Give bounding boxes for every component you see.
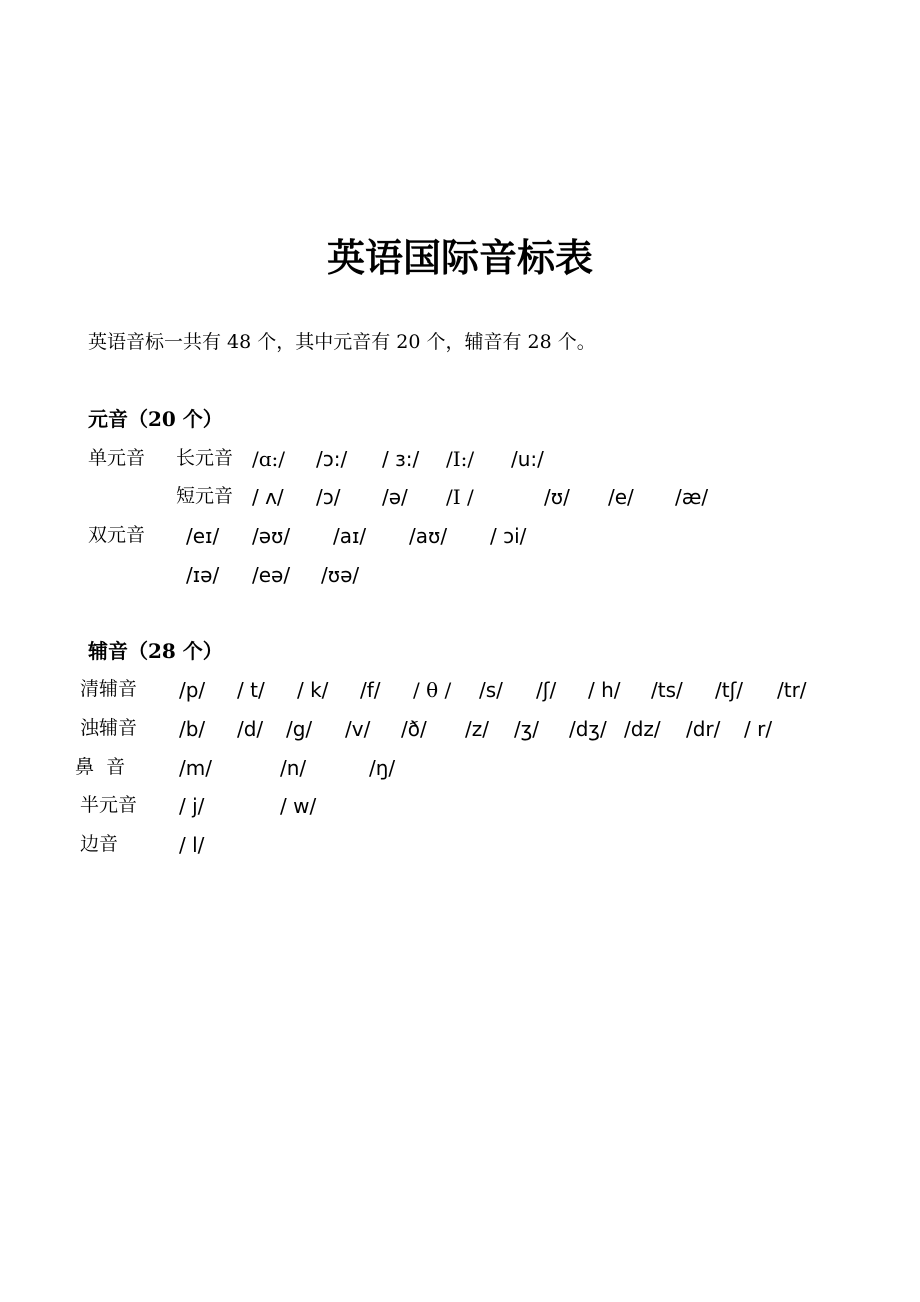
consonants-heading: 辅音（28 个） <box>88 639 223 663</box>
single-vowel-label: 单元音 <box>88 447 146 469</box>
vowel-symbol: /ɪə/ <box>186 563 220 587</box>
short-vowel-label: 短元音 <box>176 485 234 507</box>
lateral-label: 边音 <box>80 833 119 855</box>
consonant-symbol: /ts/ <box>651 678 683 702</box>
nasal-label: 鼻 音 <box>75 756 126 778</box>
vowel-symbol: /u:/ <box>511 447 544 471</box>
vowel-symbol: /I / <box>446 485 474 509</box>
consonant-symbol: /tʃ/ <box>715 678 744 702</box>
consonant-symbol: /g/ <box>286 717 313 741</box>
consonant-symbol: / k/ <box>297 678 329 702</box>
semivowel-label: 半元音 <box>80 794 138 816</box>
vowel-symbol: /ə/ <box>382 485 408 509</box>
voiced-label: 浊辅音 <box>80 717 138 739</box>
consonant-symbol: /dr/ <box>686 717 721 741</box>
vowel-symbol: /eɪ/ <box>186 524 220 548</box>
vowel-symbol: /ʊ/ <box>544 485 570 509</box>
consonant-symbol: / j/ <box>179 794 205 818</box>
vowel-symbol: /ɔ/ <box>316 485 341 509</box>
consonant-symbol: /ð/ <box>401 717 427 741</box>
voiceless-label: 清辅音 <box>80 678 138 700</box>
consonant-symbol: / w/ <box>280 794 317 818</box>
double-vowel-label: 双元音 <box>88 524 146 546</box>
vowel-symbol: /əʊ/ <box>252 524 291 548</box>
consonant-symbol: / l/ <box>179 833 205 857</box>
consonant-symbol: /m/ <box>179 756 212 780</box>
vowel-symbol: /I:/ <box>446 447 475 471</box>
vowel-symbol: / ʌ/ <box>252 485 284 509</box>
vowel-symbol: / ɜ:/ <box>382 447 420 471</box>
page-title: 英语国际音标表 <box>326 235 593 280</box>
vowel-symbol: / ɔi/ <box>490 524 527 548</box>
vowel-symbol: /eə/ <box>252 563 291 587</box>
vowel-symbol: /ʊə/ <box>321 563 360 587</box>
consonant-symbol: /tr/ <box>777 678 807 702</box>
vowel-symbol: /e/ <box>608 485 634 509</box>
vowel-symbol: /aʊ/ <box>409 524 448 548</box>
consonant-symbol: /dʒ/ <box>569 717 607 741</box>
consonant-symbol: /ʒ/ <box>514 717 540 741</box>
consonant-symbol: / h/ <box>588 678 621 702</box>
consonant-symbol: /dz/ <box>624 717 661 741</box>
consonant-symbol: /p/ <box>179 678 206 702</box>
consonant-symbol: / t/ <box>237 678 265 702</box>
consonant-symbol: /ŋ/ <box>369 756 396 780</box>
consonant-symbol: /n/ <box>280 756 307 780</box>
vowel-symbol: /ɑ:/ <box>252 447 286 471</box>
consonant-symbol: /f/ <box>360 678 381 702</box>
consonant-symbol: /s/ <box>479 678 503 702</box>
consonant-symbol: /v/ <box>345 717 371 741</box>
vowel-symbol: /aɪ/ <box>333 524 367 548</box>
consonant-symbol: /b/ <box>179 717 206 741</box>
consonant-symbol: /ʃ/ <box>536 678 557 702</box>
consonant-symbol: / r/ <box>744 717 773 741</box>
vowel-symbol: /æ/ <box>675 485 709 509</box>
vowels-heading: 元音（20 个） <box>88 407 223 431</box>
intro-text: 英语音标一共有 48 个，其中元音有 20 个，辅音有 28 个。 <box>88 331 596 353</box>
long-vowel-label: 长元音 <box>176 447 234 469</box>
vowel-symbol: /ɔ:/ <box>316 447 348 471</box>
consonant-symbol: /d/ <box>237 717 264 741</box>
consonant-symbol: / θ / <box>413 678 452 702</box>
consonant-symbol: /z/ <box>465 717 489 741</box>
